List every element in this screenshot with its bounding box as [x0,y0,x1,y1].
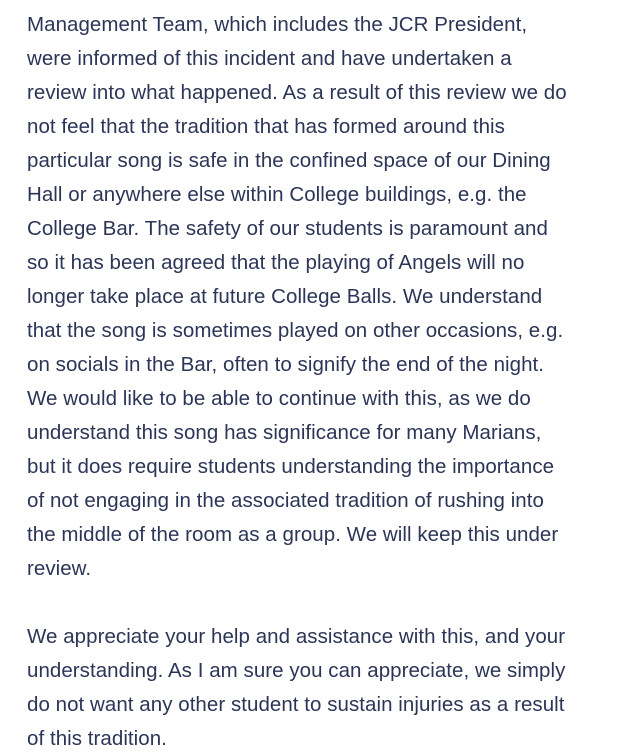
text-line: on socials in the Bar, often to signify the end of the night. [27,353,545,376]
text-line: review. [27,557,92,580]
letter-body [27,8,627,756]
text-line: We appreciate your help and assistance with this, and your [27,625,566,648]
text-line: of not engaging in the associated tradition of rushing into [27,489,544,512]
text-line: understanding. As I am sure you can appreciate, we simply [27,659,566,682]
text-line: longer take place at future College Balls. We understand [27,285,543,308]
text-line: Hall or anywhere else within College buildings, e.g. the [27,183,527,206]
paragraph-2 [27,620,627,756]
text-line: but it does require students understanding the importance [27,455,555,478]
text-line: the middle of the room as a group. We will keep this under [27,523,559,546]
text-line: College Bar. The safety of our students is paramount and [27,217,548,240]
paragraph-gap [27,586,627,620]
paragraph-1 [27,8,627,586]
text-line: Management Team, which includes the JCR President, [27,13,528,36]
text-line: We would like to be able to continue with this, as we do [27,387,531,410]
text-line: review into what happened. As a result of this review we do [27,81,567,104]
text-line: that the song is sometimes played on other occasions, e.g. [27,319,564,342]
text-line: understand this song has significance for many Marians, [27,421,542,444]
text-line: of this tradition. [27,727,167,750]
text-line: were informed of this incident and have undertaken a [27,47,512,70]
text-line: do not want any other student to sustain injuries as a result [27,693,565,716]
text-line: particular song is safe in the confined space of our Dining [27,149,551,172]
text-line: not feel that the tradition that has formed around this [27,115,505,138]
text-line: so it has been agreed that the playing of Angels will no [27,251,525,274]
